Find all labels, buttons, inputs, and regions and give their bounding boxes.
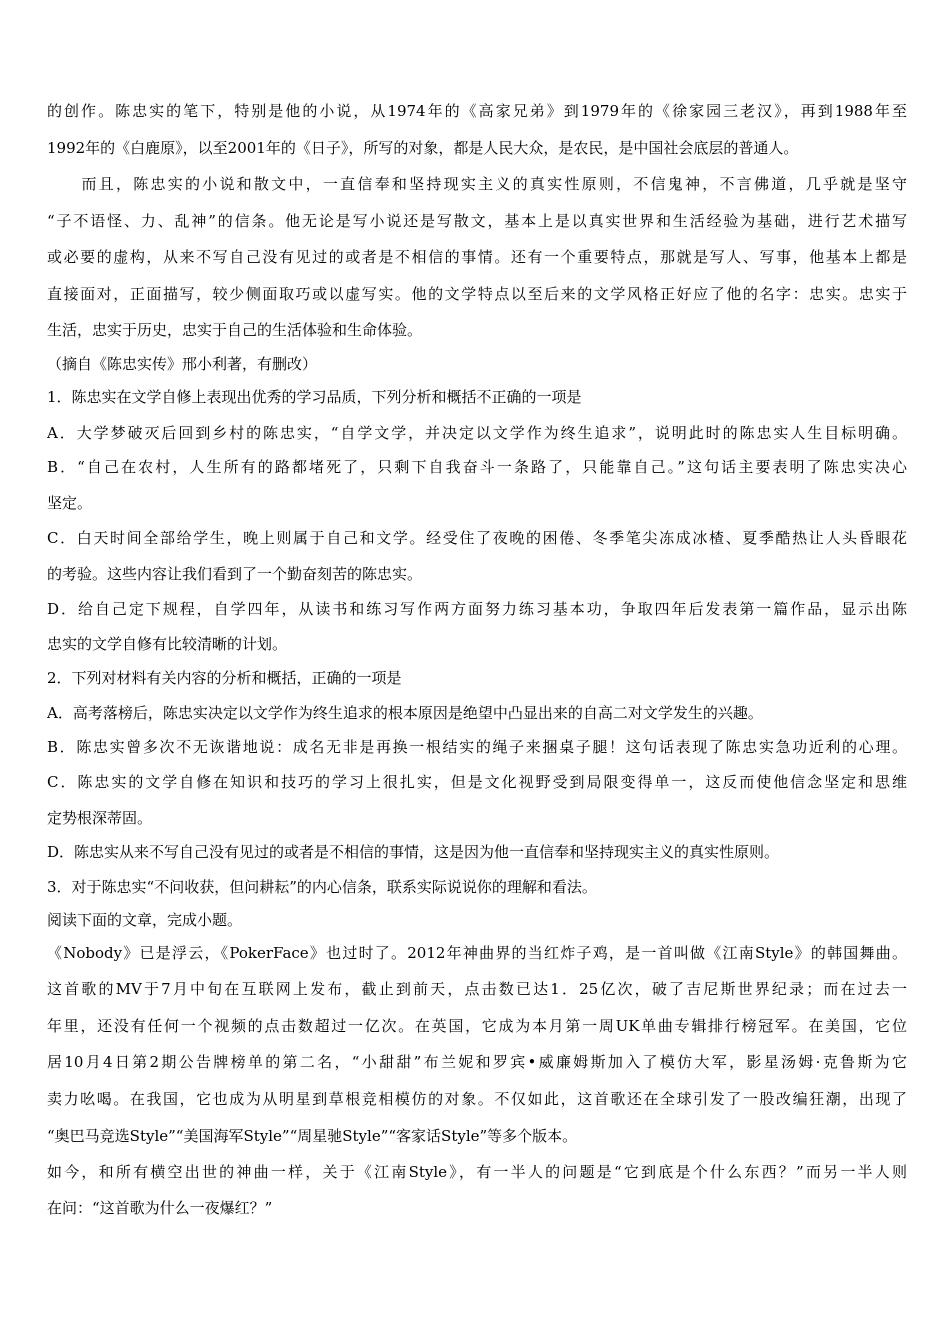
- option-a: A．大学梦破灭后回到乡村的陈忠实，“自学文学，并决定以文学作为终生追求”，说明此时的陈忠实人生目标明确。: [47, 424, 907, 442]
- option-b: B．陈忠实曾多次不无诙谐地说：成名无非是再换一根结实的绳子来捆桌子腿！这句话表现了陈忠实急功近利的心理。: [47, 738, 907, 756]
- option-c-continued: 的考验。这些内容让我们看到了一个勤奋刻苦的陈忠实。: [47, 565, 423, 583]
- passage-line: 1992年的《白鹿原》，以至2001年的《日子》，所写的对象，都是人民大众，是农民，是中国社会底层的普通人。: [47, 139, 799, 157]
- option-b-continued: 坚定。: [47, 494, 93, 512]
- passage-line: 或必要的虚构，从来不写自己没有见过的或者是不相信的事情。还有一个重要特点，那就是写人、写事，他基本上都是: [47, 248, 907, 266]
- reading-line: 年里，还没有任何一个视频的点击数超过一亿次。在英国，它成为本月第一周UK单曲专辑排行榜冠军。在美国，它位: [47, 1017, 907, 1035]
- option-b: B．“自己在农村，人生所有的路都堵死了，只剩下自我奋斗一条路了，只能靠自己。”这句话主要表明了陈忠实决心: [47, 458, 907, 476]
- reading-line: “奥巴马竞选Style”“美国海军Style”“周星驰Style”“客家话Style”等多个版本。: [47, 1127, 578, 1145]
- passage-line: 的创作。陈忠实的笔下，特别是他的小说，从1974年的《高家兄弟》到1979年的《徐家园三老汉》，再到1988年至: [47, 102, 907, 120]
- question-stem: 3．对于陈忠实“不问收获，但问耕耘”的内心信条，联系实际说说你的理解和看法。: [47, 878, 597, 896]
- reading-line: 居10月4日第2期公告牌榜单的第二名，“小甜甜”布兰妮和罗宾•威廉姆斯加入了模仿大军，影星汤姆·克鲁斯为它: [47, 1053, 907, 1071]
- reading-line: 在问：“这首歌为什么一夜爆红？”: [47, 1199, 273, 1217]
- passage-line: “子不语怪、力、乱神”的信条。他无论是写小说还是写散文，基本上是以真实世界和生活经验为基础，进行艺术描写: [47, 212, 907, 230]
- option-c: C．白天时间全部给学生，晚上则属于自己和文学。经受住了夜晚的困倦、冬季笔尖冻成冰楂、夏季酷热让人头昏眼花: [47, 529, 907, 547]
- reading-line: 卖力吆喝。在我国，它也成为从明星到草根竞相模仿的对象。不仅如此，这首歌还在全球引发了一股改编狂潮，出现了: [47, 1090, 907, 1108]
- option-d-continued: 忠实的文学自修有比较清晰的计划。: [47, 635, 288, 653]
- passage-line: 直接面对，正面描写，较少侧面取巧或以虚写实。他的文学特点以至后来的文学风格正好应了他的名字：忠实。忠实于: [47, 285, 907, 303]
- passage-line: 而且，陈忠实的小说和散文中，一直信奉和坚持现实主义的真实性原则，不信鬼神，不言佛道，几乎就是坚守: [47, 175, 907, 193]
- passage-line: 生活，忠实于历史，忠实于自己的生活体验和生命体验。: [47, 321, 423, 339]
- option-a: A．高考落榜后，陈忠实决定以文学作为终生追求的根本原因是绝望中凸显出来的自高二对文学发生的兴趣。: [47, 704, 763, 722]
- reading-line: 这首歌的MV于7月中旬在互联网上发布，截止到前天，点击数已达1．25亿次，破了吉尼斯世界纪录；而在过去一: [47, 980, 907, 998]
- reading-intro: 阅读下面的文章，完成小题。: [47, 911, 243, 929]
- question-stem: 1．陈忠实在文学自修上表现出优秀的学习品质，下列分析和概括不正确的一项是: [47, 388, 582, 406]
- reading-line: 如今，和所有横空出世的神曲一样，关于《江南Style》，有一半人的问题是“它到底是个什么东西？”而另一半人则: [47, 1163, 907, 1181]
- question-stem: 2．下列对材料有关内容的分析和概括，正确的一项是: [47, 669, 402, 687]
- option-c: C．陈忠实的文学自修在知识和技巧的学习上很扎实，但是文化视野受到局限变得单一，这反而使他信念坚定和思维: [47, 773, 907, 791]
- passage-source: （摘自《陈忠实传》邢小利著，有删改）: [47, 355, 318, 373]
- option-d: D．给自己定下规程，自学四年，从读书和练习写作两方面努力练习基本功，争取四年后发表第一篇作品，显示出陈: [47, 600, 907, 618]
- option-c-continued: 定势根深蒂固。: [47, 809, 153, 827]
- option-d: D．陈忠实从来不写自己没有见过的或者是不相信的事情，这是因为他一直信奉和坚持现实主义的真实性原则。: [47, 843, 780, 861]
- reading-line: 《Nobody》已是浮云，《PokerFace》也过时了。2012年神曲界的当红炸子鸡，是一首叫做《江南Style》的韩国舞曲。: [47, 944, 907, 962]
